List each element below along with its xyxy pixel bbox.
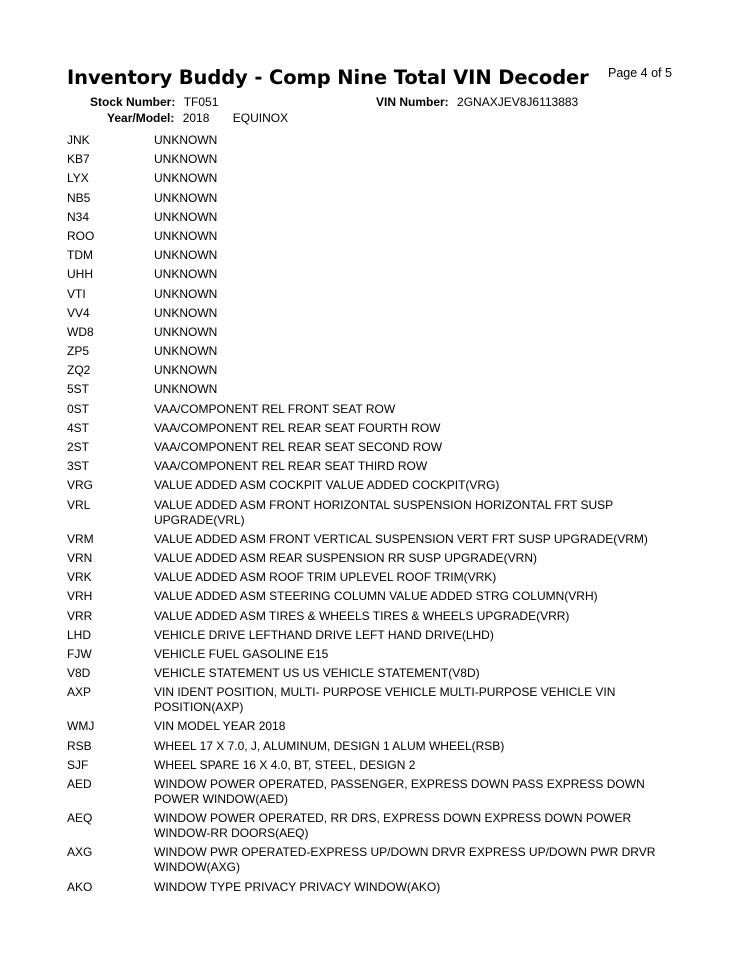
option-code: AEQ <box>67 811 93 826</box>
option-row <box>67 421 677 436</box>
option-row <box>67 777 677 807</box>
option-code: N34 <box>67 209 90 224</box>
option-description: UNKNOWN <box>154 286 218 301</box>
year-model-field <box>107 111 288 125</box>
option-description: VAA/COMPONENT REL REAR SEAT FOURTH ROW <box>154 420 441 435</box>
stock-number-value: TF051 <box>183 95 219 109</box>
vin-number-field <box>376 95 578 109</box>
year-value: 2018 <box>182 111 210 125</box>
option-code: AKO <box>67 879 93 894</box>
option-description: VIN MODEL YEAR 2018 <box>154 719 286 734</box>
option-row <box>67 287 677 302</box>
option-description: VALUE ADDED ASM FRONT VERTICAL SUSPENSION VERT FRT SUSP UPGRADE(VRM) <box>154 531 648 546</box>
option-row <box>67 325 677 340</box>
option-code: VRG <box>67 478 94 493</box>
model-value: EQUINOX <box>232 111 289 125</box>
page-number: Page 4 of 5 <box>608 66 672 80</box>
option-row <box>67 363 677 378</box>
option-row <box>67 628 677 643</box>
option-code: VRL <box>67 497 91 512</box>
vin-number-label: VIN Number: <box>376 95 449 109</box>
option-description: VALUE ADDED ASM COCKPIT VALUE ADDED COCKPIT(VRG) <box>154 478 500 493</box>
option-code: LYX <box>67 171 89 186</box>
option-row <box>67 152 677 167</box>
option-code: KB7 <box>67 152 90 167</box>
option-code: AXP <box>67 685 92 700</box>
option-row <box>67 666 677 681</box>
option-description: VALUE ADDED ASM FRONT HORIZONTAL SUSPENSION HORIZONTAL FRT SUSP UPGRADE(VRL) <box>154 497 613 527</box>
option-row <box>67 229 677 244</box>
option-code: ZQ2 <box>67 363 91 378</box>
option-row <box>67 191 677 206</box>
option-description: VAA/COMPONENT REL FRONT SEAT ROW <box>154 401 396 416</box>
option-row <box>67 719 677 734</box>
option-row <box>67 551 677 566</box>
option-code: LHD <box>67 627 92 642</box>
option-code: 3ST <box>67 459 90 474</box>
option-code: AXG <box>67 845 93 860</box>
option-description: UNKNOWN <box>154 248 218 263</box>
option-description: UNKNOWN <box>154 324 218 339</box>
option-code: 2ST <box>67 440 90 454</box>
option-row <box>67 880 677 895</box>
option-code: FJW <box>67 646 92 661</box>
option-code: 5ST <box>67 382 90 397</box>
document-title: Inventory Buddy - Comp Nine Total VIN Decoder <box>67 66 589 89</box>
option-code: NB5 <box>67 190 91 205</box>
option-row <box>67 758 677 773</box>
option-description: WINDOW PWR OPERATED-EXPRESS UP/DOWN DRVR EXPRESS UP/DOWN PWR DRVR WINDOW(AXG) <box>154 845 656 875</box>
option-row <box>67 739 677 754</box>
option-description: UNKNOWN <box>154 267 218 282</box>
option-row <box>67 171 677 186</box>
option-description: UNKNOWN <box>154 382 218 397</box>
option-code: VRH <box>67 589 93 604</box>
option-row <box>67 306 677 321</box>
option-row <box>67 570 677 585</box>
option-row <box>67 459 677 474</box>
option-description: WHEEL 17 X 7.0, J, ALUMINUM, DESIGN 1 ALUM WHEEL(RSB) <box>154 738 505 753</box>
option-code: UHH <box>67 267 93 282</box>
option-description: VEHICLE DRIVE LEFTHAND DRIVE LEFT HAND DRIVE(LHD) <box>154 627 494 642</box>
option-description: UNKNOWN <box>154 152 218 167</box>
option-row <box>67 133 677 148</box>
option-description: WINDOW POWER OPERATED, PASSENGER, EXPRESS DOWN PASS EXPRESS DOWN POWER WINDOW(AED) <box>154 777 645 806</box>
option-description: VEHICLE STATEMENT US US VEHICLE STATEMENT(V8D) <box>154 666 480 681</box>
option-description: WINDOW POWER OPERATED, RR DRS, EXPRESS DOWN EXPRESS DOWN POWER WINDOW-RR DOORS(AEQ) <box>154 811 632 841</box>
option-description: UNKNOWN <box>154 209 218 224</box>
year-model-label: Year/Model: <box>107 111 175 125</box>
option-description: UNKNOWN <box>154 228 218 243</box>
option-description: VALUE ADDED ASM ROOF TRIM UPLEVEL ROOF TRIM(VRK) <box>154 570 497 585</box>
option-row <box>67 382 677 397</box>
option-description: UNKNOWN <box>154 305 218 320</box>
option-description: UNKNOWN <box>154 363 218 378</box>
option-description: UNKNOWN <box>154 133 218 147</box>
option-code: ZP5 <box>67 344 90 359</box>
option-description: WHEEL SPARE 16 X 4.0, BT, STEEL, DESIGN 2 <box>154 757 416 772</box>
option-code: V8D <box>67 666 91 681</box>
option-row <box>67 248 677 263</box>
option-code: JNK <box>67 133 90 147</box>
option-description: VEHICLE FUEL GASOLINE E15 <box>154 646 329 661</box>
stock-number-field <box>90 95 218 109</box>
option-row <box>67 609 677 624</box>
option-row <box>67 402 677 417</box>
option-description: VALUE ADDED ASM STEERING COLUMN VALUE ADDED STRG COLUMN(VRH) <box>154 589 598 604</box>
option-code: 4ST <box>67 420 90 435</box>
option-code: SJF <box>67 757 89 772</box>
option-code: VRK <box>67 570 92 585</box>
option-description: VALUE ADDED ASM REAR SUSPENSION RR SUSP UPGRADE(VRN) <box>154 550 537 565</box>
option-code: WMJ <box>67 719 95 734</box>
option-row <box>67 478 677 493</box>
option-description: VAA/COMPONENT REL REAR SEAT THIRD ROW <box>154 459 428 474</box>
option-code: VRN <box>67 550 93 565</box>
option-code: VRM <box>67 531 94 546</box>
option-row <box>67 647 677 662</box>
option-code-list <box>67 133 677 899</box>
option-row <box>67 210 677 225</box>
option-code: ROO <box>67 228 95 243</box>
option-row <box>67 845 677 875</box>
option-row <box>67 440 677 455</box>
option-row <box>67 498 677 528</box>
option-row <box>67 344 677 359</box>
option-row <box>67 685 677 715</box>
option-description: UNKNOWN <box>154 344 218 359</box>
option-row <box>67 589 677 604</box>
option-code: VV4 <box>67 305 90 320</box>
option-code: RSB <box>67 738 92 753</box>
option-code: 0ST <box>67 401 90 416</box>
option-code: VTI <box>67 286 86 301</box>
option-description: VALUE ADDED ASM TIRES & WHEELS TIRES & WHEELS UPGRADE(VRR) <box>154 608 570 623</box>
option-description: UNKNOWN <box>154 171 218 186</box>
option-row <box>67 811 677 841</box>
vin-number-value: 2GNAXJEV8J6113883 <box>457 95 579 109</box>
option-description: VAA/COMPONENT REL REAR SEAT SECOND ROW <box>154 440 443 454</box>
option-description: VIN IDENT POSITION, MULTI- PURPOSE VEHICLE MULTI-PURPOSE VEHICLE VIN POSITION(AXP) <box>154 685 616 715</box>
option-description: WINDOW TYPE PRIVACY PRIVACY WINDOW(AKO) <box>154 879 441 894</box>
option-row <box>67 267 677 282</box>
option-code: WD8 <box>67 324 94 339</box>
stock-number-label: Stock Number: <box>90 95 176 109</box>
option-description: UNKNOWN <box>154 190 218 205</box>
option-code: TDM <box>67 248 93 263</box>
option-code: AED <box>67 777 92 791</box>
option-row <box>67 532 677 547</box>
option-code: VRR <box>67 608 93 623</box>
